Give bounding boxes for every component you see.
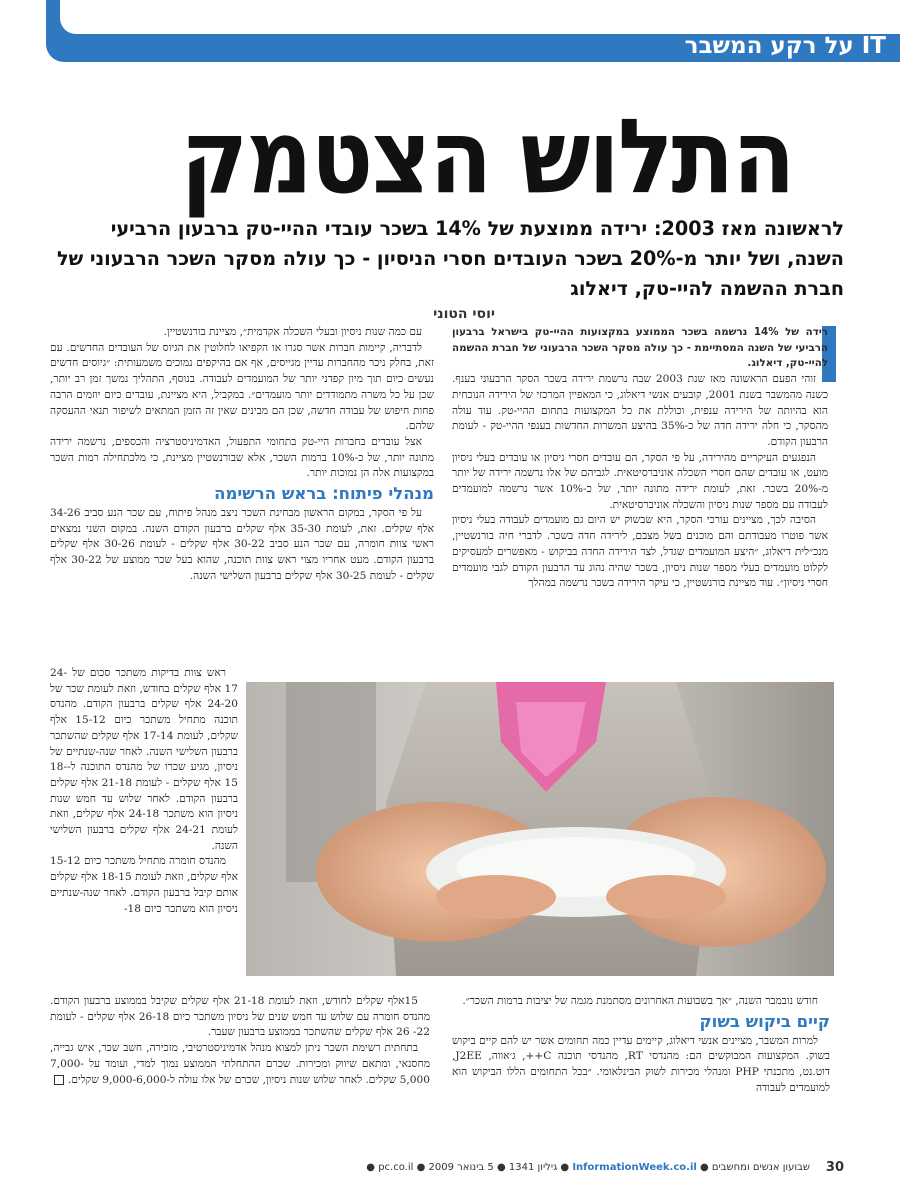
- article-column-right: [452, 325, 828, 592]
- headline: התלוש הצטמק: [180, 97, 794, 218]
- paragraph: לדבריה, קיימות חברות אשר סגרו או הקפיאו לחלוטין את הגיוס של העובדים החדשים. עם זאת, בחלק ניכר מהחברות עדיין מגייסים, אף אם בהיקפים נמוכים משמעותית: ״גיוסים חדשים נעשים כיום תוך מיון קפדני יותר של המועמדים לעבודה. בנוסף, התהליך נמשך זמן רב יותר, שכן על כל משרה מתמודדים יותר מועמדים״. במקביל, היא מציינת, עובדים כיום יוזמים הרבה פחות חיפוש של עבודה חדשה, שכן הם מבינים שאין זה הזמן המתאים לשיפור תנאי ההעסקה שלהם.: [50, 341, 434, 433]
- paragraph: על פי הסקר, במקום הראשון מבחינת השכר ניצב מנהל פיתוח, עם שכר הנע סביב 34-26 אלף שקלים. זאת, לעומת 35-30 אלף שקלים ברבעון הקודם השנה. במקום השני נמצאים ראשי צוות חומרה, עם שכר הנע סביב 30-22 אלף שקלים - לעומת 30-26 אלף שקלים ברבעון הקודם. מעט אחריו מצוי ראש צוות תוכנה, שהוא בעל שכר ממוצע של 30-22 אלף שקלים - לעומת 30-25 אלף שקלים ברבעון השלישי השנה.: [50, 507, 434, 582]
- paragraph: למרות המשבר, מציינים אנשי דיאלוג, קיימים עדיין כמה תחומים אשר יש להם קיים ביקוש בשוק. המקצועות המבוקשים הם: מהנדסי RT, מהנדסי תוכנה C++, ג׳אווה, J2EE, דוט.נט, מתכנתי PHP ומנהלי מכירות לשוק הבינלאומי. ״בכל התחומים הללו הביקוש הוא למועמדים לעבודה: [452, 1034, 830, 1094]
- paragraph: עם כמה שנות ניסיון ובעלי השכלה אקדמית״, מציינת בורנשטיין.: [163, 326, 422, 338]
- paragraph: 15אלף שקלים לחודש, וזאת לעומת 21-18 אלף שקלים שקיבל בממוצע ברבעון הקודם. מהנדס חומרה עם שלוש עד חמש שנים של ניסיון משתכר כיום 26-18 אלף שקלים - לעומת 22- 26 אלף שקלים שהשתכר בממוצע ברבעון שעבר.: [50, 995, 430, 1039]
- page-number: 30: [825, 1160, 844, 1175]
- publication-name: שבועון אנשים ומחשבים: [711, 1162, 810, 1173]
- article-column-left: [50, 325, 434, 585]
- page-footer: [0, 1160, 900, 1182]
- paragraph: הנפגעים העיקריים מהירידה, על פי הסקר, הם עובדים חסרי ניסיון או עובדים בעלי ניסיון מועט, או עובדים שהם חסרי השכלה אוניברסיטאית. לגביהם של אלו נרשמה ירידה של יותר מ-20% בשכר. זאת, לעומת ירידה מתונה יותר, של כ-10% אשר נרשמה למועמדים לעבודה עם מספר שנות ניסיון והשכלה אוניברסיטאית.: [452, 451, 828, 511]
- site-link[interactable]: InformationWeek.co.il: [572, 1162, 697, 1173]
- issue-date: 5 בינואר 2009: [428, 1162, 494, 1173]
- section-heading: קיים ביקוש בשוק: [699, 1011, 830, 1031]
- paragraph-text: בתחתית רשימת השכר ניתן למצוא מנהל אדמיניסטרטיבי, מזכירה, חשב שכר, איש גבייה, מחסנאי, ומתאם שיווק ומכירות. שכרם ההתחלתי הממוצע נמוך למדי, ועומד על 7,000-5,000 שקלים. לאחר שלוש שנות ניסיון, שכרם של אלו עולה ל-9,000-6,000 שקלים.: [50, 1042, 430, 1086]
- paragraph: הסיבה לכך, מציינים עורכי הסקר, היא שבשוק יש היום גם מועמדים לעבודה בעלי ניסיון אשר פוטרו מעבודתם והם מוכנים בשל מצבם, לירידה חדה בשכר. לדברי חיה בורנשטיין, מנכ״לית דיאלוג, ״היצע המועמדים שגדל, לצד הירידה החדה בביקוש - מאפשרים למעסיקים לקלוט מועמדים בעלי מספר שנות ניסיון, בשכר שהיה נהוג עד הרבעון הקודם לגבי מועמדים חסרי ניסיון״. עוד מציינת בורנשטיין, כי עיקר הירידה בשכר נרשמה במהלך: [452, 514, 828, 590]
- subtitle: לראשונה מאז 2003: ירידה ממוצעת של 14% בשכר עובדי ההיי-טק ברבעון הרביעי השנה, ושל יותר מ-20% בשכר העובדים חסרי הניסיון - כך עולה מסקר השכר הרבעוני של חברת ההשמה להיי-טק, דיאלוג: [56, 217, 844, 300]
- article-column-narrow: [50, 666, 238, 917]
- paragraph: אצל עובדים בחברות היי-טק בתחומי התפעול, האדמיניסטרציה והכספים, נרשמה ירידה מתונה יותר, של כ-10% ברמות השכר, אלא שבורנשטיין מציינת, כי מלכתחילה רמות השכר במקצועות אלה הן נמוכות יותר.: [50, 435, 435, 480]
- paragraph: זוהי הפעם הראשונה מאז שנת 2003 שבה נרשמת ירידה בשכר הסקר הרבעוני בענף. כשנה מהמשבר בשנת 2001, קובעים אנשי דיאלוג, כי המאפיין המרכזי של הירידה הנוכחית הוא בהיותה של הירידה ענפית, וכוללת את כל המקצועות בתחום ההיי-טק. עוד עולה מהסקר, כי חלה ירידה חדה של כ-35% בהיצע המשרות החדשות בענפי ההיי-טק - לעומת הרבעון הקודם.: [452, 373, 829, 448]
- author-byline: יוסי הטוני: [433, 306, 495, 322]
- article-photo: [246, 682, 834, 976]
- site-link-2[interactable]: pc.co.il: [378, 1162, 414, 1173]
- paragraph: ראש צוות בדיקות משתכר סכום של 24-17 אלף שקלים בחודש, וזאת לעומת שכר של 24-20 אלף שקלים ברבעון הקודם. מהנדס תוכנה מתחיל משתכר כיום 15-12 אלף שקלים, לעומת 17-14 אלף שקלים שהשתכר ברבעון השלישי השנה. לאחר שנה-שנתיים של ניסיון, מגיע שכרו של מהנדס התוכנה ל-18-15 אלף שקלים - לעומת 21-18 אלף שקלים ברבעון הקודם. לאחר שלוש עד חמש שנות ניסיון הוא משתכר 24-18 אלף שקלים, וזאת לעומת 24-21 אלף שקלים ברבעון השלישי השנה.: [50, 667, 239, 852]
- hands-holding-money-illustration: [246, 682, 834, 976]
- lead-paragraph: רידה של 14% נרשמה בשכר הממוצע במקצועות ההיי-טק בישראל ברבעון הרביעי של השנה המסתיימת - כך עולה מסקר השכר הרבעוני של חברת ההשמה להיי-טק, דיאלוג.: [452, 326, 828, 370]
- header-cutout: [60, 0, 900, 34]
- footer-info: שבועון אנשים ומחשבים ● InformationWeek.co.il ● גיליון 1341 ● 5 בינואר 2009 ● pc.co.il ●: [366, 1162, 810, 1173]
- article-column-bottom-right: [452, 994, 830, 1097]
- article-column-bottom-left: [50, 994, 430, 1088]
- paragraph: מהנדס חומרה מתחיל משתכר כיום 15-12 אלף שקלים, וזאת לעומת 18-15 אלף שקלים אותם קיבל ברבעון הקודם. לאחר שנה-שנתיים ניסיון הוא משתכר כיום 18-: [50, 855, 238, 915]
- section-heading: מנהלי פיתוח: בראש הרשימה: [214, 484, 434, 504]
- issue-number: גיליון 1341: [508, 1162, 558, 1173]
- paragraph: חודש נובמבר השנה, ״אך בשבועות האחרונים מסתמנת מגמה של יציבות ברמות השכר״.: [462, 995, 818, 1007]
- paragraph: [50, 1041, 430, 1088]
- section-tag: IT על רקע המשבר: [684, 33, 886, 59]
- end-mark-icon: [54, 1075, 64, 1085]
